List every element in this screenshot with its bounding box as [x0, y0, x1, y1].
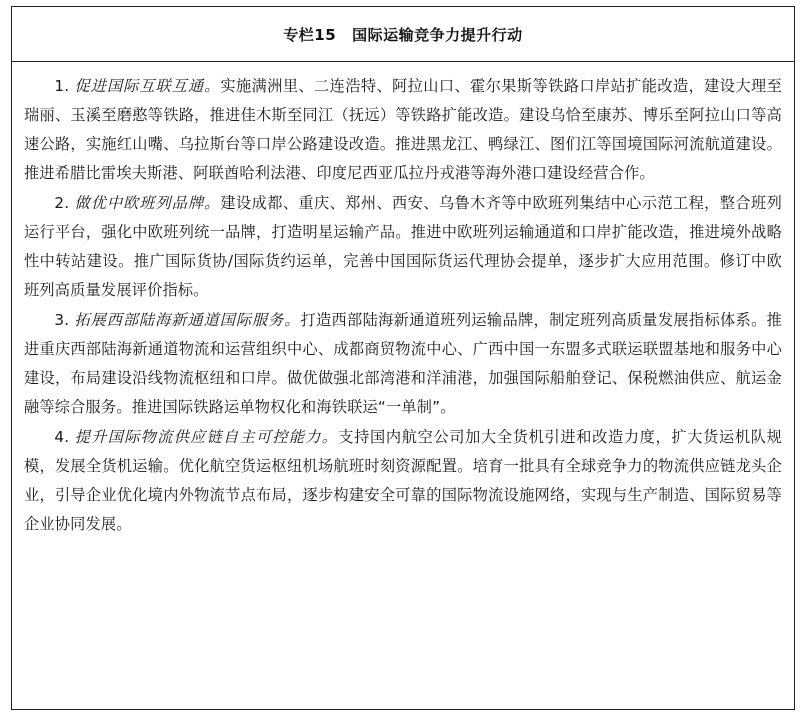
item-body: 实施满洲里、二连浩特、阿拉山口、霍尔果斯等铁路口岸站扩能改造，建设大理至瑞丽、玉溪至磨憨等铁路，推进佳木斯至同江（抚远）等铁路扩能改造。建设乌恰至康苏、博乐至阿拉山口等高速公路，实施红山嘴、乌拉斯台等口岸公路建设改造。推进黑龙江、鸭绿江、图们江等国境国际河流航道建设。推进希腊比雷埃夫斯港、阿联酋哈利法港、印度尼西亚瓜拉丹戎港等海外港口建设经营合作。 — [24, 77, 782, 182]
list-item — [24, 423, 782, 539]
title-row — [12, 7, 794, 62]
box-title — [283, 24, 522, 45]
list-item — [24, 306, 782, 422]
list-item — [24, 189, 782, 305]
item-number: 1. — [54, 77, 70, 95]
box-content — [12, 62, 794, 539]
item-number: 2. — [54, 194, 70, 212]
item-body: 建设成都、重庆、郑州、西安、乌鲁木齐等中欧班列集结中心示范工程，整合班列运行平台，强化中欧班列统一品牌，打造明星运输产品。推进中欧班列运输通道和口岸扩能改造，推进境外战略性中转站建设。推广国际货协/国际货约运单，完善中国国际货运代理协会提单，逐步扩大应用范围。修订中欧班列高质量发展评价指标。 — [24, 194, 782, 299]
list-item — [24, 72, 782, 188]
item-lead: 拓展西部陆海新通道国际服务。 — [74, 311, 301, 329]
box-title-code: 专栏15 — [283, 25, 337, 44]
box-title-text: 国际运输竞争力提升行动 — [352, 25, 523, 44]
item-lead: 促进国际互联互通。 — [74, 77, 221, 95]
item-body: 打造西部陆海新通道班列运输品牌，制定班列高质量发展指标体系。推进重庆西部陆海新通道物流和运营组织中心、成都商贸物流中心、广西中国一东盟多式联运联盟基地和服务中心建设，布局建设沿线物流枢纽和口岸。做优做强北部湾港和洋浦港，加强国际船舶登记、保税燃油供应、航运金融等综合服务。推进国际铁路运单物权化和海铁联运“一单制”。 — [24, 311, 783, 416]
item-lead: 提升国际物流供应链自主可控能力。 — [74, 428, 339, 446]
item-number: 4. — [54, 428, 70, 446]
item-number: 3. — [54, 311, 70, 329]
item-lead: 做优中欧班列品牌。 — [74, 194, 221, 212]
item-body: 支持国内航空公司加大全货机引进和改造力度，扩大货运机队规模，发展全货机运输。优化航空货运枢纽机场航班时刻资源配置。培育一批具有全球竞争力的物流供应链龙头企业，引导企业优化境内外物流节点布局，逐步构建安全可靠的国际物流设施网络，实现与生产制造、国际贸易等企业协同发展。 — [24, 428, 782, 533]
feature-box — [11, 6, 795, 710]
